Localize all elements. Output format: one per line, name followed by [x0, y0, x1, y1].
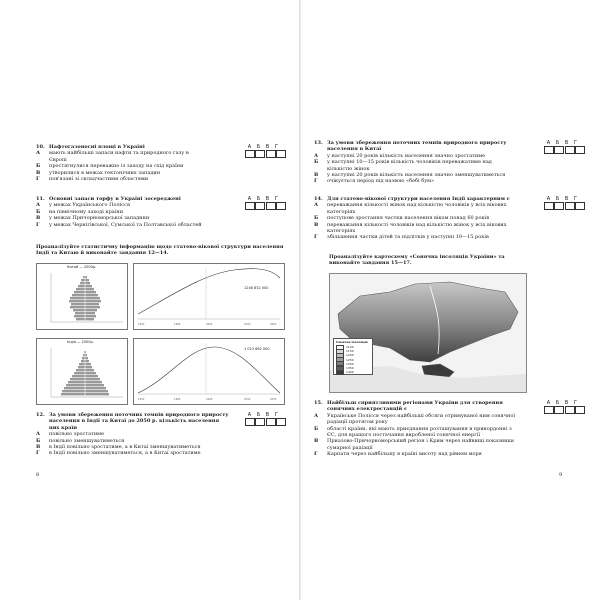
answer-cell[interactable]	[276, 202, 286, 210]
option-d[interactable]	[314, 178, 514, 184]
option-letter: А	[314, 152, 319, 159]
option-a[interactable]	[36, 150, 206, 163]
answer-letter: В	[265, 412, 270, 418]
option-d[interactable]	[314, 451, 519, 457]
answer-cell[interactable]	[554, 146, 564, 154]
answer-grid-14[interactable]	[544, 196, 586, 210]
option-letter: Г	[314, 178, 318, 185]
answer-cell[interactable]	[266, 150, 276, 158]
india-pyramid-chart	[37, 339, 127, 404]
svg-text:1980: 1980	[174, 398, 181, 401]
answer-letter: Г	[274, 412, 279, 418]
answer-cell[interactable]	[245, 150, 255, 158]
option-b[interactable]	[314, 159, 514, 172]
instruction-12-14: Проаналізуйте статистичну інформацію щодо статево-вікової структури населення Індії та Китаю й виконайте завдання 12—14.	[36, 244, 284, 257]
map-legend-title: Сонячна інсоляція	[336, 340, 368, 344]
answer-letter: Б	[555, 400, 560, 406]
page-number: 9	[559, 472, 563, 478]
option-d[interactable]	[36, 176, 206, 182]
answer-cell[interactable]	[266, 418, 276, 426]
option-text: у наступні 20 років кількість населення значно зростатиме	[327, 152, 486, 159]
svg-text:1950: 1950	[138, 323, 145, 326]
option-text: у наступні 10—15 років кількість чоловіків переважатиме над кількістю жінок	[327, 159, 492, 172]
answer-letter: Г	[573, 400, 578, 406]
legend-label: 1100	[346, 345, 354, 350]
answer-cell[interactable]	[255, 150, 265, 158]
legend-label: 1150	[346, 349, 354, 354]
svg-text:2030: 2030	[244, 398, 251, 401]
option-text: мають найбільші запаси нафти та природного газу в Європі	[49, 150, 189, 163]
answer-cell[interactable]	[255, 202, 265, 210]
answer-cell[interactable]	[544, 202, 554, 210]
india-population-label: 1 013 662 000	[244, 347, 270, 351]
answer-letter: А	[546, 196, 551, 202]
option-letter: В	[36, 169, 41, 176]
option-text: повільно зменшуватиметься	[49, 437, 125, 444]
option-letter: Б	[36, 437, 41, 444]
answer-cell[interactable]	[554, 202, 564, 210]
option-text: очікується період під назвою «бебі бум»	[327, 178, 435, 185]
answer-cell[interactable]	[255, 418, 265, 426]
legend-label: 1300	[346, 361, 354, 366]
right-page	[301, 0, 600, 600]
map-legend	[333, 338, 373, 375]
answer-letter: А	[546, 400, 551, 406]
option-letter: Г	[314, 234, 318, 241]
question-number: 13.	[314, 140, 323, 146]
answer-cell[interactable]	[276, 418, 286, 426]
question-text: Найбільш сприятливими регіонами України для створення сонячних електростанцій є	[327, 400, 503, 413]
answer-cell[interactable]	[575, 202, 585, 210]
option-letter: А	[36, 431, 41, 438]
answer-letter: В	[564, 196, 569, 202]
option-letter: В	[314, 172, 319, 179]
answer-cell[interactable]	[565, 202, 575, 210]
option-text: повільно зростатиме	[49, 431, 105, 438]
svg-text:2000: 2000	[206, 398, 213, 401]
legend-label: 1200	[346, 353, 354, 358]
answer-cell[interactable]	[575, 406, 585, 414]
option-letter: А	[314, 202, 319, 209]
question-10	[36, 144, 206, 182]
option-a[interactable]	[314, 202, 514, 215]
option-text: в Індії повільно зменшуватиметься, а в Китаї зростатиме	[49, 450, 201, 457]
answer-cell[interactable]	[565, 406, 575, 414]
question-text: Нафтогазоносні площі в Україні	[49, 144, 145, 150]
india-pyramid-figure	[36, 338, 128, 405]
option-letter: Г	[36, 221, 40, 228]
option-letter: Б	[314, 425, 319, 432]
answer-cell[interactable]	[565, 146, 575, 154]
question-text: Основні запаси торфу в Україні зосереджені	[49, 196, 181, 202]
answer-letter: Г	[274, 144, 279, 150]
question-text: Для статево-вікової структури населення Індії характерним є	[327, 196, 510, 202]
china-pyramid-title: Китай — 2000р.	[67, 265, 97, 269]
answer-cell[interactable]	[554, 406, 564, 414]
option-text: у межах Причорноморської западини	[49, 215, 150, 222]
question-number: 12.	[36, 412, 45, 418]
answer-letter: В	[564, 400, 569, 406]
answer-grid-11[interactable]	[245, 196, 287, 210]
option-letter: Б	[36, 208, 41, 215]
answer-letter: В	[265, 144, 270, 150]
china-population-figure	[133, 263, 285, 330]
option-text: переважання кількості чоловіків над кількістю жінок у всіх вікових категоріях	[327, 221, 507, 235]
question-text: За умови збереження поточних темпів природного приросту населення в Китаї	[327, 140, 507, 153]
option-text: утворилися в межах тектонічних западин	[49, 169, 161, 176]
legend-label: 1350	[346, 366, 354, 371]
question-number: 14.	[314, 196, 323, 202]
left-page	[0, 0, 299, 600]
question-14	[314, 196, 514, 241]
india-population-figure	[133, 338, 285, 405]
answer-cell[interactable]	[245, 418, 255, 426]
answer-letter: В	[564, 140, 569, 146]
ukraine-insolation-map	[329, 273, 527, 393]
option-text: простягнулися переважно із заходу на схід країни	[49, 163, 184, 170]
answer-grid-10[interactable]	[245, 144, 287, 158]
answer-grid-15[interactable]	[544, 400, 586, 414]
option-text: у наступні 20 років кількість населення значно зменшуватиметься	[327, 172, 506, 179]
answer-grid-13[interactable]	[544, 140, 586, 154]
svg-text:2050: 2050	[270, 323, 277, 326]
option-text: Карпати через найбільшу в країні висоту над рівнем моря	[327, 451, 482, 458]
option-letter: В	[36, 215, 41, 222]
china-population-label: 1246 832 000	[244, 286, 269, 290]
answer-cell[interactable]	[544, 146, 554, 154]
option-text: на північному заході країни	[49, 208, 124, 215]
option-text: переважання кількості жінок над кількістю чоловіків у всіх вікових категоріях	[327, 202, 507, 215]
china-population-chart	[134, 264, 284, 329]
question-number: 15.	[314, 400, 323, 406]
option-c[interactable]	[314, 438, 519, 451]
option-text: пов'язані зі складчастими областями	[49, 176, 149, 183]
option-c[interactable]	[314, 222, 514, 235]
answer-letter: А	[546, 140, 551, 146]
option-text: Українське Полісся через найбільші обсяги отримуваної ним сонячної радіації протягом року	[327, 412, 515, 426]
svg-text:2030: 2030	[244, 323, 251, 326]
question-text: За умови збереження поточних темпів природного приросту населення в Індії та Китаї до 2050 р. кількість населення цих країн	[49, 412, 229, 431]
option-letter: В	[314, 221, 319, 228]
option-text: області країни, які мають приєднання розташування в прикордонні з ЄС, для кращого постачання виробленої сонячної енергії	[327, 425, 512, 439]
option-letter: В	[314, 438, 319, 445]
instruction-15-17: Проаналізуйте картосхему «Сонячна інсоляція України» та виконайте завдання 15—17.	[329, 254, 505, 267]
option-text: Приазово-Причорноморський регіон і Крим через найвищі показники сумарної радіації	[327, 438, 514, 451]
legend-label: 1400	[346, 370, 354, 375]
option-letter: Г	[36, 176, 40, 183]
answer-letter: Б	[256, 196, 261, 202]
option-letter: А	[314, 412, 319, 419]
question-15	[314, 400, 519, 458]
answer-cell[interactable]	[245, 202, 255, 210]
page-number: 8	[36, 472, 40, 478]
question-13	[314, 140, 514, 185]
china-pyramid-figure	[36, 263, 128, 330]
option-text: поступове зростання частки населення віком понад 60 років	[327, 215, 490, 222]
option-text: у межах Чернігівської, Сумської та Полтавської областей	[49, 221, 202, 228]
option-letter: Г	[36, 450, 40, 457]
question-number: 11.	[36, 196, 45, 202]
answer-letter: А	[247, 412, 252, 418]
option-letter: Б	[314, 215, 319, 222]
question-number: 10.	[36, 144, 45, 150]
legend-swatch	[336, 370, 344, 375]
answer-grid-12[interactable]	[245, 412, 287, 426]
answer-letter: В	[265, 196, 270, 202]
answer-letter: Г	[274, 196, 279, 202]
answer-cell[interactable]	[575, 146, 585, 154]
answer-letter: Б	[256, 412, 261, 418]
option-text: у межах Українського Полісся	[49, 202, 130, 209]
answer-letter: Б	[555, 196, 560, 202]
option-letter: А	[36, 150, 41, 157]
answer-letter: Г	[573, 140, 578, 146]
option-letter: В	[36, 444, 41, 451]
legend-row	[334, 370, 372, 374]
answer-letter: Г	[573, 196, 578, 202]
china-pyramid-chart	[37, 264, 127, 329]
svg-text:2000: 2000	[206, 323, 213, 326]
svg-text:1950: 1950	[138, 398, 145, 401]
answer-letter: Б	[555, 140, 560, 146]
india-pyramid-title: Індія — 2000р.	[67, 340, 94, 344]
option-text: в Індії повільно зростатиме, а в Китаї зменшуватиметься	[49, 444, 201, 451]
option-letter: Г	[314, 451, 318, 458]
question-12	[36, 412, 231, 457]
svg-text:1980: 1980	[174, 323, 181, 326]
option-d[interactable]	[314, 234, 514, 240]
option-d[interactable]	[36, 222, 206, 228]
option-b[interactable]	[314, 426, 519, 439]
option-text: збільшення частки дітей та підлітків у наступні 10—15 років	[327, 234, 489, 241]
option-d[interactable]	[36, 450, 231, 456]
answer-cell[interactable]	[266, 202, 276, 210]
option-letter: Б	[36, 163, 41, 170]
option-a[interactable]	[314, 413, 519, 426]
answer-letter: Б	[256, 144, 261, 150]
answer-cell[interactable]	[544, 406, 554, 414]
legend-label: 1250	[346, 357, 354, 362]
option-letter: А	[36, 202, 41, 209]
option-letter: Б	[314, 159, 319, 166]
answer-cell[interactable]	[276, 150, 286, 158]
svg-text:2050: 2050	[270, 398, 277, 401]
question-11	[36, 196, 206, 228]
answer-letter: А	[247, 144, 252, 150]
answer-letter: А	[247, 196, 252, 202]
